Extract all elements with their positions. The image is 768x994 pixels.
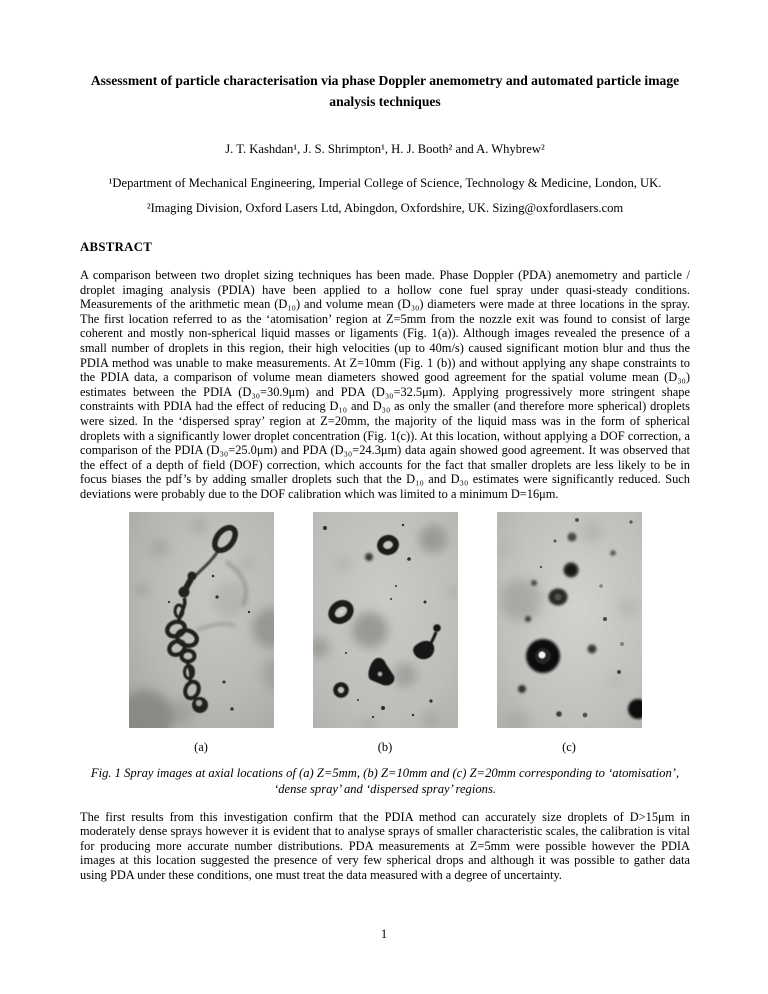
- affiliations-block: [80, 176, 690, 216]
- panel-label-b: (b): [377, 739, 393, 754]
- figure-panel-a: [129, 512, 274, 755]
- affiliation-1: ¹Department of Mechanical Engineering, Imperial College of Science, Technology & Medicine, London, UK.: [108, 176, 662, 190]
- page-number: 1: [380, 927, 388, 941]
- figure-panel-b: [313, 512, 458, 755]
- figure-1-caption: Fig. 1 Spray images at axial locations of (a) Z=5mm, (b) Z=10mm and (c) Z=20mm corresponding to ‘atomisation’, ‘dense spray’ and ‘dispersed spray’ regions.: [90, 765, 680, 796]
- authors-line: J. T. Kashdan¹, J. S. Shrimpton¹, H. J. Booth² and A. Whybrew²: [225, 142, 545, 156]
- paper-title: Assessment of particle characterisation via phase Doppler anemometry and automated particle image analysis techniques: [90, 73, 680, 109]
- abstract-paragraph: A comparison between two droplet sizing techniques has been made. Phase Doppler (PDA) anemometry and particle / droplet imaging analysis (PDIA) have been applied to a hollow cone fuel spray under quasi-steady conditions. Measurements of the arithmetic mean (D₁₀) and volume mean (D₃₀) diameters were made at three locations in the spray. The first location referred to as the ‘atomisation’ region at Z=5mm from the nozzle exit was found to consist of large coherent and mostly non-spherical liquid masses or ligaments (Fig. 1(a)). Although images revealed the presence of a small number of droplets in this region, their high velocities (up to 40m/s) caused significant motion blur and thus the PDIA method was unable to make measurements. At Z=10mm (Fig. 1 (b)) and without applying any shape constraints to the PDIA data, a comparison of volume mean diameters showed good agreement for the spatial volume mean (D₃₀) estimates between the PDIA (D₃₀=30.9μm) and PDA (D₃₀=32.5μm). Applying progressively more stringent shape constraints with PDIA had the effect of reducing D₁₀ and D₃₀ as only the smaller (and therefore more spherical) droplets were sized. In the ‘dispersed spray’ region at Z=20mm, the majority of the liquid mass was in the form of spherical droplets with a significantly lower droplet concentration (Fig. 1(c)). At this location, without applying a DOF correction, a comparison of the PDIA (D₃₀=25.0μm) and PDA (D₃₀=24.3μm) data again showed good agreement. It was observed that the effect of a depth of field (DOF) correction, which accounts for the fact that smaller droplets are less likely to be in focus biases the pdf’s by adding smaller droplets such that the D₁₀ and D₃₀ estimates were significantly reduced. Such deviations were probably due to the DOF calibration which was limited to a minimum D=16μm.: [80, 268, 690, 501]
- results-paragraph: The first results from this investigation confirm that the PDIA method can accurately size droplets of D>15μm in moderately dense sprays however it is evident that to analyse sprays of smaller characteristic scales, the calibration is vital for producing more accurate number distributions. PDA measurements at Z=5mm were possible however the PDIA images at this location suggested the presence of very few spherical drops and although it was possible to gather data using PDA under these conditions, one must treat the data measured with a degree of uncertainty.: [80, 809, 690, 882]
- panel-label-c: (c): [562, 739, 576, 754]
- spray-image-dense: [313, 512, 458, 728]
- figure-panel-c: [497, 512, 642, 755]
- spray-image-atomisation: [129, 512, 274, 728]
- affiliation-2: ²Imaging Division, Oxford Lasers Ltd, Abingdon, Oxfordshire, UK. Sizing@oxfordlasers.com: [146, 201, 624, 215]
- panel-label-a: (a): [194, 739, 208, 754]
- abstract-heading: ABSTRACT: [80, 240, 153, 254]
- spray-image-dispersed: [497, 512, 642, 728]
- figure-1-row: [80, 512, 690, 755]
